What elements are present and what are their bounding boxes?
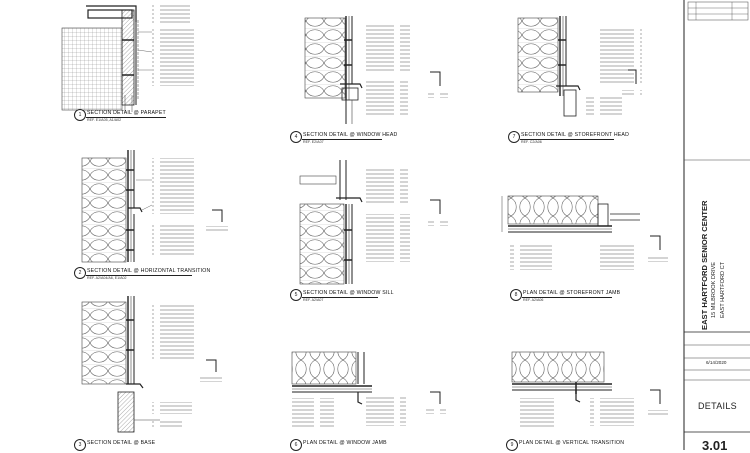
title-block-frame xyxy=(684,0,750,450)
detail-4-drawing xyxy=(305,16,448,124)
detail-number: 5 xyxy=(290,289,302,301)
project-address-line2: EAST HARTFORD CT xyxy=(720,261,726,318)
detail-9-drawing xyxy=(512,352,668,428)
detail-1-drawing xyxy=(62,3,196,112)
detail-5-drawing xyxy=(300,160,448,284)
detail-2-drawing xyxy=(82,150,228,262)
project-name: EAST HARTFORD SENIOR CENTER xyxy=(700,200,709,330)
detail-ref: REF. A2/A04/A6, E1/A02 xyxy=(87,276,127,280)
detail-ref: REF. C2/A06 xyxy=(521,140,542,144)
detail-3-drawing xyxy=(82,296,222,432)
sheet-date: 6/14/2020 xyxy=(706,360,727,365)
detail-7-drawing xyxy=(518,16,642,116)
detail-number: 2 xyxy=(74,267,86,279)
detail-name: SECTION DETAIL @ HORIZONTAL TRANSITION xyxy=(87,268,211,274)
detail-number: 8 xyxy=(510,289,522,301)
detail-number: 7 xyxy=(508,131,520,143)
sheet-title: DETAILS xyxy=(698,401,737,411)
detail-ref: REF. E2/A07 xyxy=(303,140,324,144)
detail-name: PLAN DETAIL @ VERTICAL TRANSITION xyxy=(519,440,625,446)
detail-ref: REF. E1/A05, A1/A02 xyxy=(87,118,122,122)
detail-ref: REF. A2/A06 xyxy=(523,298,544,302)
detail-name: PLAN DETAIL @ STOREFRONT JAMB xyxy=(523,290,621,296)
detail-number: 1 xyxy=(74,109,86,121)
sheet-number: 3.01 xyxy=(702,438,728,453)
detail-name: SECTION DETAIL @ WINDOW HEAD xyxy=(303,132,398,138)
detail-number: 4 xyxy=(290,131,302,143)
detail-8-drawing xyxy=(502,196,668,270)
detail-number: 6 xyxy=(290,439,302,451)
detail-name: SECTION DETAIL @ WINDOW SILL xyxy=(303,290,394,296)
detail-name: SECTION DETAIL @ BASE xyxy=(87,440,156,446)
detail-number: 3 xyxy=(74,439,86,451)
detail-6-drawing xyxy=(292,352,446,428)
detail-ref: REF. A2/A07 xyxy=(303,298,324,302)
project-address-line1: 15 MILBROOK DRIVE xyxy=(711,262,717,318)
detail-name: SECTION DETAIL @ STOREFRONT HEAD xyxy=(521,132,630,138)
detail-number: 9 xyxy=(506,439,518,451)
detail-name: PLAN DETAIL @ WINDOW JAMB xyxy=(303,440,387,446)
detail-name: SECTION DETAIL @ PARAPET xyxy=(87,110,166,116)
